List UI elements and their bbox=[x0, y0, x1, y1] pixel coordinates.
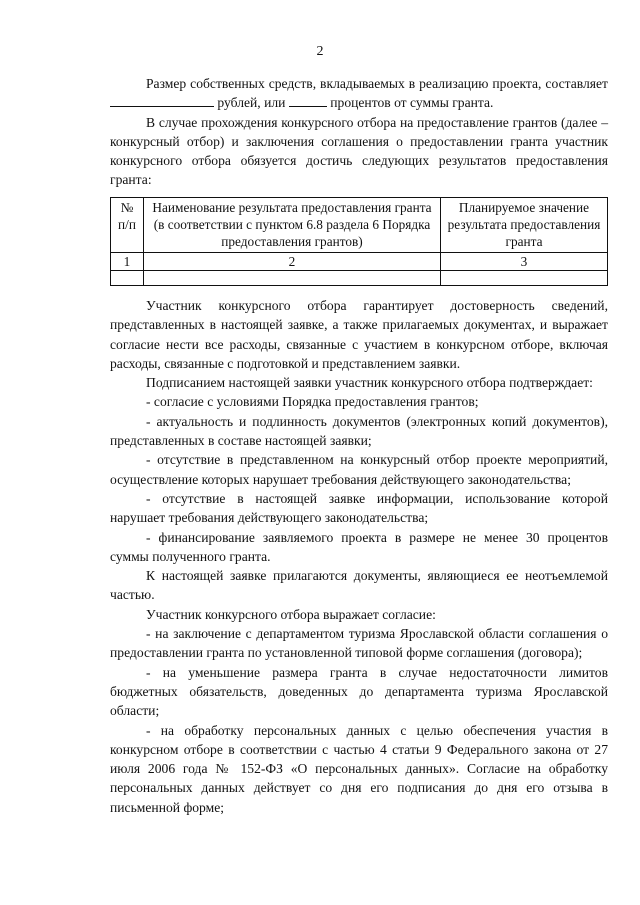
percent-blank bbox=[289, 94, 327, 107]
list-item: - согласие с условиями Порядка предоставления грантов; bbox=[146, 394, 479, 410]
table-row bbox=[111, 271, 608, 286]
table-cell: 1 bbox=[111, 253, 144, 271]
table-cell: 2 bbox=[144, 253, 441, 271]
table-cell bbox=[111, 271, 144, 286]
list-item: - на уменьшение размера гранта в случае недостаточности лимитов бюджетных обязательств, доведенных до департамента туризма Ярославской области; bbox=[110, 664, 608, 719]
own-funds-text-b: рублей, или bbox=[214, 95, 289, 111]
confirm-intro: Подписанием настоящей заявки участник конкурсного отбора подтверждает: bbox=[146, 375, 593, 391]
declarations-section bbox=[110, 296, 608, 817]
results-table bbox=[110, 197, 608, 286]
table-header-row bbox=[111, 198, 608, 253]
attachments-paragraph: К настоящей заявке прилагаются документы, являющиеся ее неотъемлемой частью. bbox=[110, 568, 608, 603]
consent-intro: Участник конкурсного отбора выражает согласие: bbox=[146, 606, 436, 622]
own-funds-paragraph bbox=[110, 74, 608, 113]
guarantee-paragraph: Участник конкурсного отбора гарантирует достоверность сведений, представленных в настоящей заявке, а также прилагаемых документах, и выражает согласие нести все расходы, связанные с участием в конкурсном отборе, включая расходы, связанные с подготовкой и представлением заявки. bbox=[110, 298, 608, 371]
table-cell: 3 bbox=[441, 253, 608, 271]
amount-rubles-blank bbox=[110, 94, 214, 107]
list-item: - финансирование заявляемого проекта в размере не менее 30 процентов суммы полученного гранта. bbox=[110, 529, 608, 564]
table-cell bbox=[144, 271, 441, 286]
list-item: - актуальность и подлинность документов (электронных копий документов), представленных в составе настоящей заявки; bbox=[110, 413, 608, 449]
table-cell bbox=[441, 271, 608, 286]
own-funds-text-c: процентов от суммы гранта. bbox=[326, 95, 494, 111]
list-item: - отсутствие в настоящей заявке информации, использование которой нарушает требования действующего законодательства; bbox=[110, 490, 608, 526]
header-number: № п/п bbox=[111, 198, 144, 253]
list-item: - на обработку персональных данных с целью обеспечения участия в конкурсном отборе в соответствии с частью 4 статьи 9 Федерального закона от 27 июля 2006 года № 152-ФЗ «О персональных данных». Согласие на обработку персональных данных действует со дня его подписания до дня его отзыва в письменной форме; bbox=[110, 722, 608, 815]
own-funds-text-a: Размер собственных средств, вкладываемых в реализацию проекта, составляет bbox=[146, 76, 608, 91]
header-result-name: Наименование результата предоставления гранта (в соответствии с пунктом 6.8 раздела 6 Порядка предоставления грантов) bbox=[144, 198, 441, 253]
table-index-row bbox=[111, 253, 608, 271]
page-number: 2 bbox=[316, 44, 324, 59]
list-item: - отсутствие в представленном на конкурсный отбор проекте мероприятий, осуществление которых нарушает требования действующего законодательства; bbox=[110, 452, 608, 487]
header-planned-value: Планируемое значение результата предоставления гранта bbox=[441, 198, 608, 253]
obligation-paragraph: В случае прохождения конкурсного отбора на предоставление грантов (далее – конкурсный отбор) и заключения соглашения о предоставлении гранта участник конкурсного отбора обязуется достичь следующих результатов предоставления гранта: bbox=[110, 114, 608, 188]
intro-section bbox=[110, 74, 608, 190]
list-item: - на заключение с департаментом туризма Ярославской области соглашения о предоставлении гранта по установленной типовой форме соглашения (договора); bbox=[110, 626, 608, 661]
